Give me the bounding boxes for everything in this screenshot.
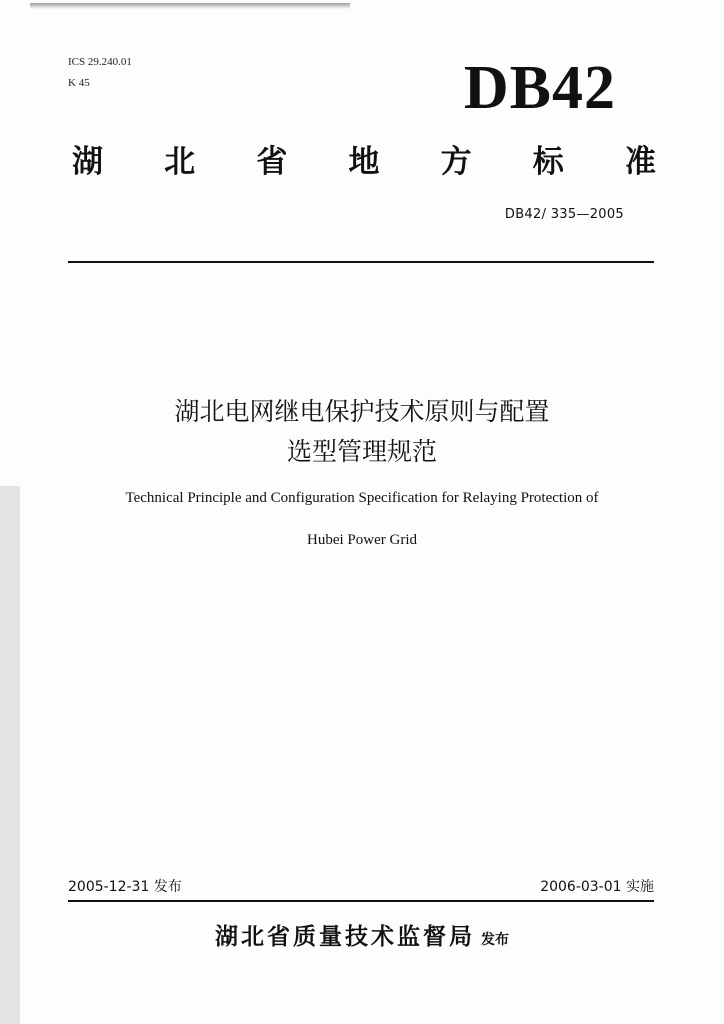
- publish-verb: 发布: [481, 932, 509, 948]
- standard-type-char: 方: [440, 144, 472, 180]
- standard-type-char: 地: [348, 144, 380, 180]
- publisher-organization: 湖北省质量技术监督局: [215, 924, 475, 950]
- standard-type-char: 湖: [72, 144, 103, 180]
- publisher-line: [0, 917, 724, 960]
- standard-type-char: 标: [532, 144, 564, 180]
- classification-codes: [68, 52, 132, 94]
- standard-number: DB42/ 335—2005: [504, 207, 624, 222]
- scan-shadow-top: [30, 3, 350, 9]
- implementation-date: 2006-03-01 实施: [540, 879, 654, 895]
- date-row: [68, 876, 654, 898]
- standard-type-char: 省: [256, 144, 288, 180]
- english-title-line-1: Technical Principle and Configuration Specification for Relaying Protection of: [125, 490, 599, 506]
- ics-code: ICS 29.240.01: [68, 56, 132, 68]
- english-title: [0, 486, 724, 552]
- footer-divider: [68, 900, 654, 902]
- chinese-title-line-2: 选型管理规范: [286, 437, 437, 466]
- db42-logo: DB42: [463, 54, 616, 122]
- issue-date: 2005-12-31 发布: [68, 879, 182, 895]
- standard-type-char: 准: [624, 144, 656, 180]
- standard-type-char: 北: [164, 144, 196, 180]
- header-divider: [68, 261, 654, 263]
- ccs-code: K 45: [68, 77, 90, 89]
- english-title-line-2: Hubei Power Grid: [307, 532, 417, 548]
- standard-type-heading: [72, 140, 656, 184]
- chinese-title: [0, 392, 724, 472]
- chinese-title-line-1: 湖北电网继电保护技术原则与配置: [174, 397, 550, 426]
